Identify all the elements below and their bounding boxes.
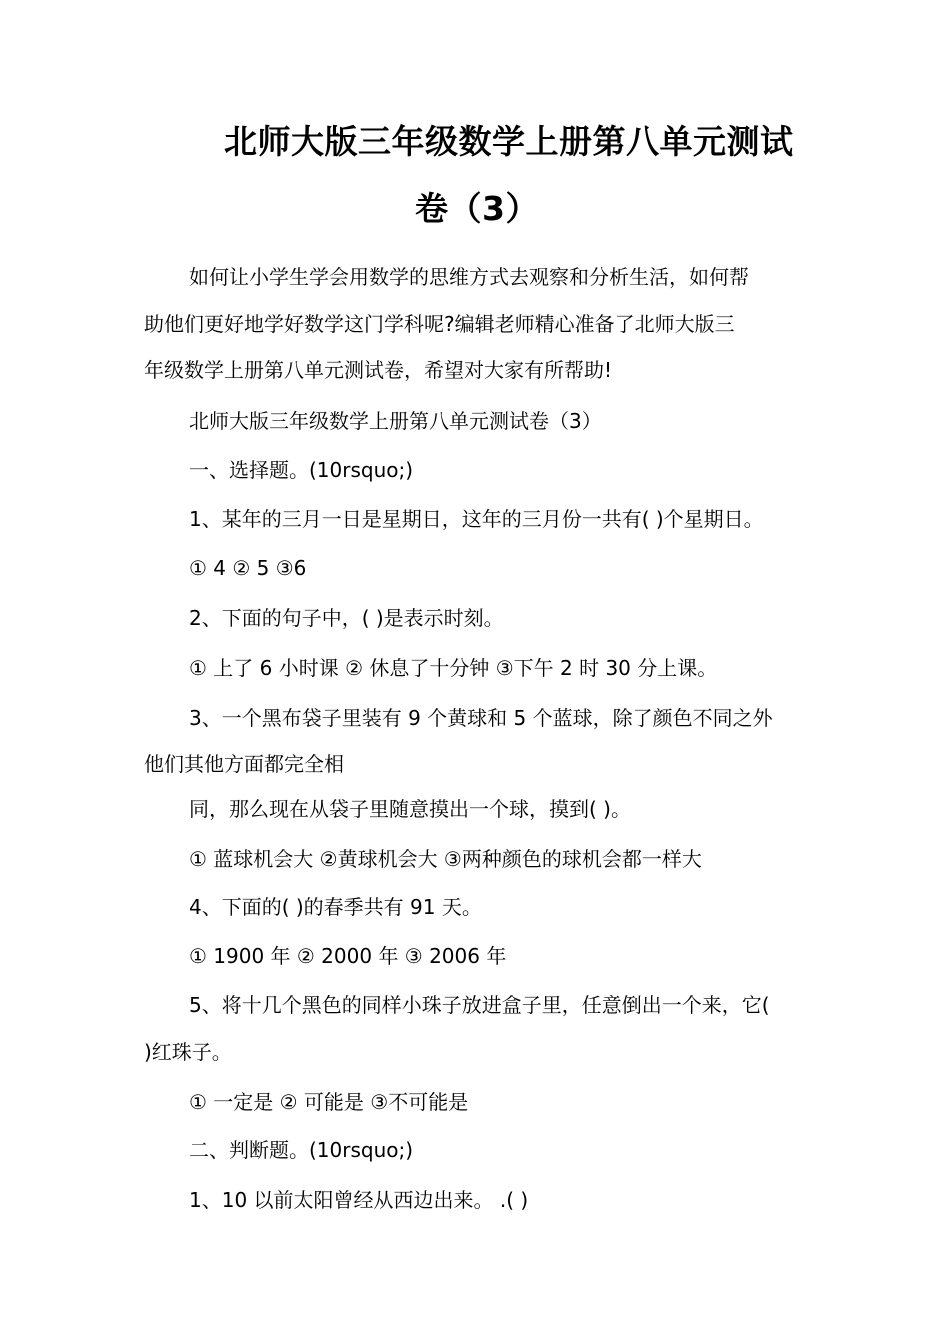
- question-3-line-2: 他们其他方面都完全相: [144, 752, 344, 776]
- section2-heading: 二、判断题。(10rsquo;): [189, 1138, 414, 1162]
- question-2-options: ① 上了 6 小时课 ② 休息了十分钟 ③下午 2 时 30 分上课。: [189, 656, 718, 680]
- question-5-line-1: 5、将十几个黑色的同样小珠子放进盒子里，任意倒出一个来，它(: [189, 993, 770, 1017]
- judgment-1: 1、10 以前太阳曾经从西边出来。 .( ): [189, 1188, 529, 1212]
- subtitle: 北师大版三年级数学上册第八单元测试卷（3）: [189, 409, 602, 433]
- intro-line-2: 助他们更好地学好数学这门学科呢?编辑老师精心准备了北师大版三: [144, 312, 735, 336]
- question-1-options: ① 4 ② 5 ③6: [189, 556, 307, 580]
- question-3-line-3: 同，那么现在从袋子里随意摸出一个球，摸到( )。: [189, 797, 631, 821]
- intro-line-1: 如何让小学生学会用数学的思维方式去观察和分析生活，如何帮: [189, 265, 749, 289]
- document-title-line1: 北师大版三年级数学上册第八单元测试: [224, 122, 794, 161]
- question-4: 4、下面的( )的春季共有 91 天。: [189, 895, 482, 919]
- question-3-line-1: 3、一个黑布袋子里装有 9 个黄球和 5 个蓝球，除了颜色不同之外: [189, 706, 773, 730]
- intro-line-3: 年级数学上册第八单元测试卷，希望对大家有所帮助!: [144, 358, 613, 382]
- question-5-line-2: )红珠子。: [144, 1040, 232, 1064]
- question-5-options: ① 一定是 ② 可能是 ③不可能是: [189, 1090, 469, 1114]
- question-1: 1、某年的三月一日是星期日，这年的三月份一共有( )个星期日。: [189, 507, 764, 531]
- document-title-line2: 卷（3）: [415, 189, 539, 228]
- question-4-options: ① 1900 年 ② 2000 年 ③ 2006 年: [189, 944, 507, 968]
- question-3-options: ① 蓝球机会大 ②黄球机会大 ③两种颜色的球机会都一样大: [189, 847, 702, 871]
- question-2: 2、下面的句子中，( )是表示时刻。: [189, 606, 504, 630]
- section1-heading: 一、选择题。(10rsquo;): [189, 458, 414, 482]
